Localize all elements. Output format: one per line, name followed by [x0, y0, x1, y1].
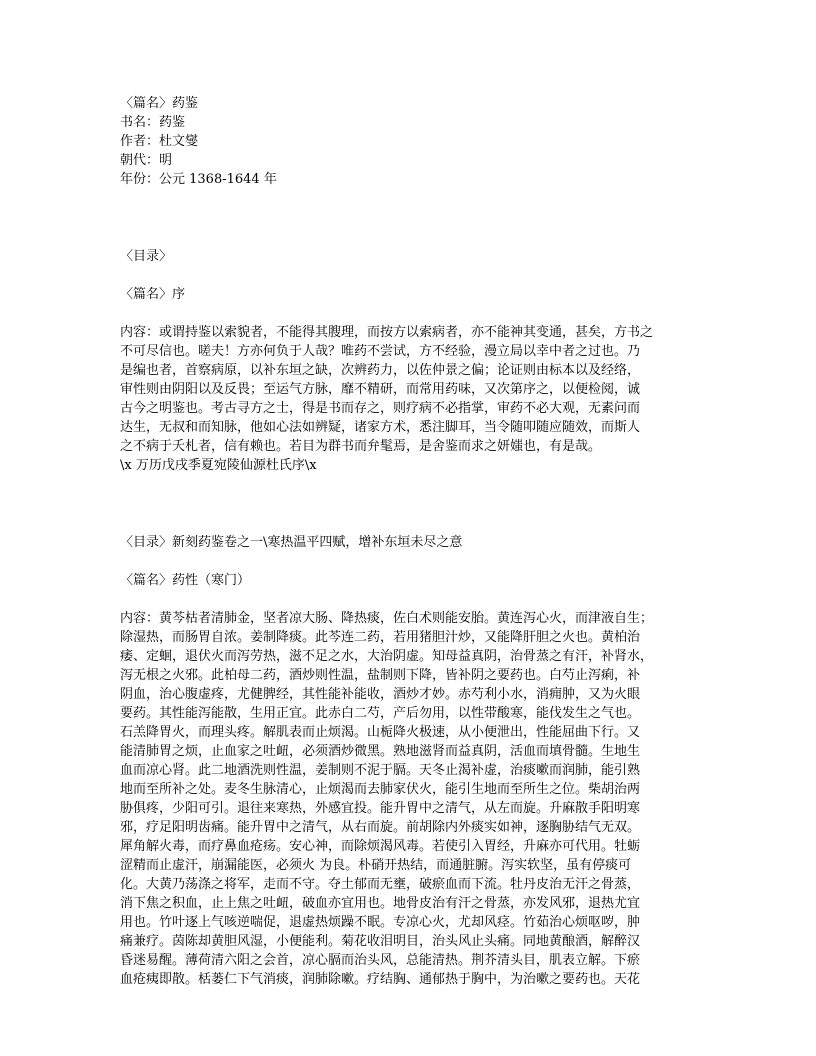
text-line: 古今之明鉴也。考古寻方之士，得是书而存之，则疗病不必指掌，审药不必大观，无素问而: [120, 401, 641, 416]
toc-heading: 〈目录〉: [120, 249, 173, 264]
text-line: 昏迷易醒。薄荷清六阳之会首，凉心膈而治头风，总能清热。荆芥清头目，肌表立解。下瘀: [120, 953, 641, 968]
text-line: 涩精而止虚汗，崩漏能医，必须火 为良。朴硝开热结，而通脏腑。泻实软坚，虽有停痰可: [120, 858, 632, 873]
text-line: 石羔降胃火，而理头疼。解肌表而止烦渴。山栀降火极速，从小便泄出，性能屈曲下行。又: [120, 725, 641, 740]
text-line: 内容：或谓持鉴以索貌者，不能得其膄理，而按方以索病者，亦不能神其变通，甚矣，方书之: [120, 325, 654, 340]
document-page: [120, 94, 700, 989]
text-line: 之不病于夭札者，信有赖也。若目为群书而弁髦焉，是舍鉴而求之妍媸也，有是哉。: [120, 439, 602, 454]
text-line: 除湿热，而肠胃自浓。姜制降痰。此芩连二药，若用猪胆汁炒，又能降肝胆之火也。黄柏治: [120, 630, 641, 645]
text-line: 达生，无叔和而知脉，他如心法如辨疑，诸家方术，悉注脚耳，当令随叩随应随效，而斯人: [120, 420, 641, 435]
text-line: 血疮痍即散。栝蒌仁下气消痰，润肺除嗽。疗结胸、通郁热于胸中，为治嗽之要药也。天花: [120, 972, 641, 987]
text-line: 血而凉心肾。此二地酒洗则性温，姜制则不泥于膈。天冬止渴补虚，治痰嗽而润肺，能引熟: [120, 763, 641, 778]
header-author: 作者：杜文燮: [120, 134, 199, 149]
text-line: 泻无根之火邪。此柏母二药，酒炒则性温，盐制则下降，皆补阴之要药也。白芍止泻痢，补: [120, 668, 641, 683]
text-line: 不可尽信也。嗟夫！方亦何负于人哉？唯药不尝试，方不经验，漫立局以幸中者之过也。乃: [120, 344, 641, 359]
text-line: 胁俱疼，少阳可引。退往来寒热，外感宜投。能升胃中之清气，从左而旋。升麻散手阳明寒: [120, 801, 641, 816]
text-line: 要药。其性能泻能散，生用正宜。此赤白二芍，产后勿用，以性带酸寒，能伐发生之气也。: [120, 706, 641, 721]
header-year: 年份：公元 1368-1644 年: [120, 172, 277, 187]
preface-body: [120, 323, 692, 475]
header-book: 书名：药鉴: [120, 115, 186, 130]
text-line: 用也。竹叶逐上气咳逆喘促，退虚热烦躁不眠。专凉心火，尤却风痉。竹茹治心烦呕哕，肿: [120, 915, 641, 930]
text-line: 痛兼疗。茵陈却黄胆风湿，小便能利。菊花收泪明目，治头风止头痛。同地黄酿酒，解醉汉: [120, 934, 641, 949]
text-line: 痿、定蛔，退伏火而泻劳热，滋不足之水，大治阴虚。知母益真阴，治骨蒸之有汗，补肾水，: [120, 649, 654, 664]
text-line: 阴血，治心腹虚疼，尤健脾经，其性能补能收，酒炒才妙。赤芍利小水，消痈肿，又为火眼: [120, 687, 641, 702]
text-line: 地而至所补之处。麦冬生脉清心，止烦渴而去肺家伏火，能引生地而至所生之位。柴胡治两: [120, 782, 641, 797]
section-title-preface: 〈篇名〉序: [120, 287, 186, 302]
text-line: 审性则由阴阳以及反畏；至运气方脉，靡不精研，而常用药味，又次第序之，以便检阅，诚: [120, 382, 641, 397]
text-line: \x 万历戊戌季夏宛陵仙源杜氏序\x: [120, 458, 317, 473]
text-line: 消下焦之积血，止上焦之吐衄，破血亦宜用也。地骨皮治有汗之骨蒸，亦发风邪，退热尤宜: [120, 896, 641, 911]
toc-volume-heading: 〈目录〉新刻药鉴卷之一\寒热温平四赋，增补东垣未尽之意: [120, 535, 463, 550]
text-line: 化。大黄乃荡涤之将军，走而不守。夺土郁而无壅，破瘀血而下流。牡丹皮治无汗之骨蒸，: [120, 877, 641, 892]
cold-section-body: [120, 609, 692, 989]
header-pian: 〈篇名〉药鉴: [120, 96, 199, 111]
text-line: 能清肺胃之烦，止血家之吐衄，必须酒炒微黑。熟地滋肾而益真阴，活血而填骨髓。生地生: [120, 744, 641, 759]
text-line: 是编也者，首察病原，以补东垣之缺，次辨药力，以佐仲景之偏；论证则由标本以及经络，: [120, 363, 641, 378]
header-dynasty: 朝代：明: [120, 153, 173, 168]
text-line: 邪，疗足阳明齿痛。能升胃中之清气，从右而旋。前胡除内外痰实如神，逐胸胁结气无双。: [120, 820, 641, 835]
text-line: 犀角解火毒，而疗鼻血疮疡。安心神，而除烦渴风毒。若使引入胃经，升麻亦可代用。牡蛎: [120, 839, 641, 854]
section-title-cold: 〈篇名〉药性（寒门）: [120, 573, 251, 588]
text-line: 内容：黄芩枯者清肺金，坚者凉大肠、降热痰，佐白术则能安胎。黄连泻心火，而津液自生；: [120, 611, 654, 626]
